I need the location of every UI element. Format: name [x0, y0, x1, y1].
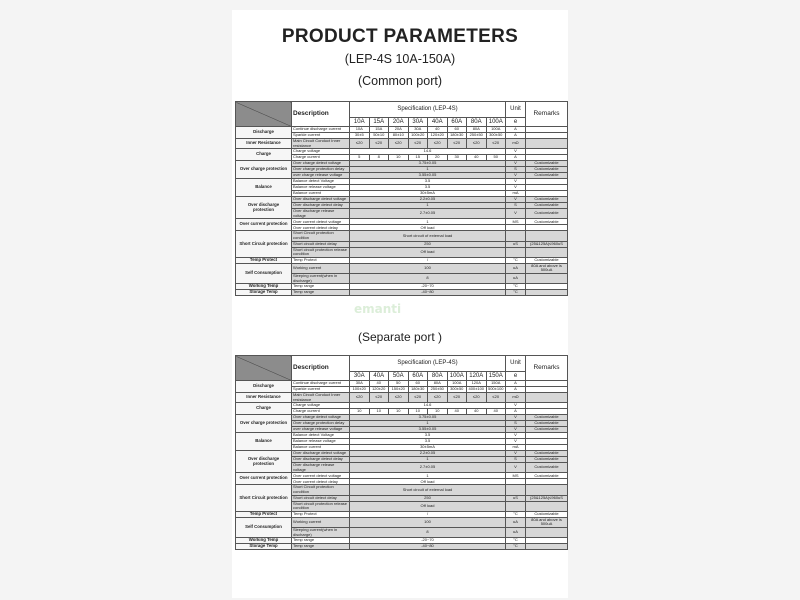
param-label: Main Circuit Conduct Inner resistance	[292, 393, 350, 403]
param-value-merged: Off load	[350, 501, 506, 511]
header-corner	[236, 102, 292, 127]
param-remark	[526, 393, 568, 403]
param-value: ≤20	[350, 393, 370, 403]
param-value: 180±30	[447, 133, 467, 139]
param-value-merged: 2.7±0.05	[350, 463, 506, 473]
param-value: ≤20	[486, 139, 506, 149]
param-unit: S	[506, 167, 526, 173]
product-sheet	[232, 10, 568, 598]
param-value: ≤20	[447, 393, 467, 403]
param-value-merged: Off load	[350, 247, 506, 257]
param-value: 50	[486, 155, 506, 161]
param-value: 100A	[447, 381, 467, 387]
param-value: 10	[408, 409, 428, 415]
param-unit: V	[506, 179, 526, 185]
param-value-merged: -20~70	[350, 538, 506, 544]
param-value-merged: 2.7±0.05	[350, 209, 506, 219]
param-label: Charge voltage	[292, 149, 350, 155]
param-unit: uS	[506, 495, 526, 501]
param-unit: A	[506, 127, 526, 133]
param-remark: Customizable	[526, 451, 568, 457]
param-value-merged: 1	[350, 421, 506, 427]
param-label: Short Circuit protection condition	[292, 231, 350, 241]
category-label: Self Consumption	[236, 517, 292, 537]
page-subtitle: (LEP-4S 10A-150A)	[344, 52, 456, 66]
param-label: Charge current	[292, 155, 350, 161]
param-remark: (25&125A)≤960uS	[526, 495, 568, 501]
param-label: Over discharge release voltage	[292, 463, 350, 473]
param-value-merged: 3.5	[350, 185, 506, 191]
param-remark	[526, 527, 568, 537]
param-label: Over current detect delay	[292, 225, 350, 231]
param-value: ≤20	[467, 393, 487, 403]
header-remarks: Remarks	[526, 356, 568, 381]
param-label: Over charge protection delay	[292, 167, 350, 173]
param-value: 300±50	[447, 387, 467, 393]
category-label: Inner Resistance	[236, 139, 292, 149]
param-label: Working current	[292, 517, 350, 527]
param-value: ≤20	[408, 139, 428, 149]
param-value: 120±20	[428, 133, 448, 139]
param-label: Over discharge detect voltage	[292, 451, 350, 457]
param-label: over charge release voltage	[292, 427, 350, 433]
param-label: Temp range	[292, 538, 350, 544]
param-value-merged: 3.5	[350, 179, 506, 185]
param-value: 60	[447, 127, 467, 133]
param-value-merged: Off load	[350, 225, 506, 231]
model-150a: 150A	[486, 372, 506, 381]
param-label: Over discharge detect delay	[292, 203, 350, 209]
param-remark	[526, 485, 568, 495]
param-value: 10	[428, 409, 448, 415]
param-label: over charge release voltage	[292, 173, 350, 179]
param-remark: Customizable	[526, 173, 568, 179]
param-value-merged: 1	[350, 219, 506, 225]
param-value: 250±50	[428, 387, 448, 393]
separate-port-table	[235, 355, 568, 550]
param-remark: Customizable	[526, 427, 568, 433]
param-value-merged: Off load	[350, 479, 506, 485]
param-value-merged: 14.6	[350, 403, 506, 409]
header-description: Description	[292, 356, 350, 381]
param-value: 80±10	[389, 133, 409, 139]
param-unit: V	[506, 439, 526, 445]
param-remark	[526, 231, 568, 241]
param-label: Temp Protect	[292, 257, 350, 263]
param-value: 250±50	[467, 133, 487, 139]
param-unit: uA	[506, 517, 526, 527]
param-value: 30±5	[350, 133, 370, 139]
section-separate-port-title: (Separate port )	[357, 330, 443, 344]
param-unit: mΩ	[506, 393, 526, 403]
category-label: Self Consumption	[236, 263, 292, 283]
param-value: 180±30	[408, 387, 428, 393]
param-remark: Customizable	[526, 457, 568, 463]
param-value: ≤20	[389, 393, 409, 403]
param-value: 5	[350, 155, 370, 161]
param-label: Temp range	[292, 290, 350, 296]
param-label: Over charge protection delay	[292, 421, 350, 427]
param-unit: A	[506, 155, 526, 161]
header-unit: Unit	[506, 356, 526, 372]
param-label: Balance detect Voltage	[292, 433, 350, 439]
param-label: Continue discharge current	[292, 127, 350, 133]
param-value: ≤20	[428, 139, 448, 149]
param-value: 40	[467, 409, 487, 415]
param-remark: Customizable	[526, 219, 568, 225]
param-unit: °C	[506, 284, 526, 290]
param-label: Main Circuit Conduct Inner resistance	[292, 139, 350, 149]
param-value-merged: 30±5mA	[350, 445, 506, 451]
param-value: 10	[350, 409, 370, 415]
param-value-merged: 1	[350, 167, 506, 173]
param-value: 10	[389, 409, 409, 415]
param-value: 15	[408, 155, 428, 161]
param-unit: A	[506, 133, 526, 139]
category-label: Short Circuit protection	[236, 485, 292, 511]
param-value-merged: 8	[350, 273, 506, 283]
param-unit: S	[506, 421, 526, 427]
param-unit: °C	[506, 511, 526, 517]
category-label: Charge	[236, 149, 292, 161]
param-value: 20	[428, 155, 448, 161]
param-remark: Customizable	[526, 257, 568, 263]
param-remark: Customizable	[526, 167, 568, 173]
model-40a: 40A	[428, 118, 448, 127]
param-unit: uA	[506, 263, 526, 273]
param-label: Short circuit protection release condition	[292, 247, 350, 257]
param-value-merged: 100	[350, 263, 506, 273]
param-value: 20A	[389, 127, 409, 133]
param-value-merged: 250	[350, 241, 506, 247]
param-value-merged: 1	[350, 473, 506, 479]
param-unit: °C	[506, 538, 526, 544]
category-label: Over discharge protection	[236, 197, 292, 219]
model-40a: 40A	[369, 372, 389, 381]
param-value-merged: 3.75±0.05	[350, 415, 506, 421]
param-label: Sleeping current(when in discharge)	[292, 527, 350, 537]
model-50a: 50A	[389, 372, 409, 381]
param-unit	[506, 485, 526, 495]
param-unit: V	[506, 161, 526, 167]
param-label: Over current detect voltage	[292, 473, 350, 479]
category-label: Inner Resistance	[236, 393, 292, 403]
param-unit: V	[506, 185, 526, 191]
param-unit: °C	[506, 257, 526, 263]
param-value: ≤20	[369, 393, 389, 403]
param-remark	[526, 247, 568, 257]
param-value-merged: 1	[350, 457, 506, 463]
param-value: 10	[389, 155, 409, 161]
param-label: Balance release voltage	[292, 439, 350, 445]
param-unit: A	[506, 381, 526, 387]
param-label: Charge voltage	[292, 403, 350, 409]
param-label: Working current	[292, 263, 350, 273]
category-label: Over current protection	[236, 219, 292, 231]
param-value-merged: 2.2±0.05	[350, 197, 506, 203]
param-value: 120A	[467, 381, 487, 387]
param-value: 30A	[350, 381, 370, 387]
model-30a: 30A	[350, 372, 370, 381]
category-label: Storage Temp	[236, 544, 292, 550]
param-label: Temp range	[292, 544, 350, 550]
param-value: 40	[428, 127, 448, 133]
param-remark: Customizable	[526, 197, 568, 203]
category-label: Short Circuit protection	[236, 231, 292, 257]
category-label: Over charge protection	[236, 415, 292, 433]
param-value: 50±10	[369, 133, 389, 139]
param-value: 10	[369, 409, 389, 415]
param-unit: V	[506, 209, 526, 219]
param-value-merged: 250	[350, 495, 506, 501]
param-remark: Customizable	[526, 209, 568, 219]
param-value: 100±20	[350, 387, 370, 393]
param-label: Short circuit detect delay	[292, 241, 350, 247]
param-value-merged: -40~80	[350, 544, 506, 550]
model-120a: 120A	[467, 372, 487, 381]
param-label: Sleeping current(when in discharge)	[292, 273, 350, 283]
category-label: Storage Temp	[236, 290, 292, 296]
param-value: 30	[447, 155, 467, 161]
param-label: Temp Protect	[292, 511, 350, 517]
param-value: 120±20	[369, 387, 389, 393]
param-label: Over current detect voltage	[292, 219, 350, 225]
model-60a: 60A	[447, 118, 467, 127]
model-80a: 80A	[428, 372, 448, 381]
param-value: 50	[389, 381, 409, 387]
param-value-merged: 1	[350, 203, 506, 209]
param-value-merged: /	[350, 257, 506, 263]
param-value: 10A	[350, 127, 370, 133]
param-value: ≤20	[428, 393, 448, 403]
param-value: ≤20	[447, 139, 467, 149]
category-label: Over charge protection	[236, 161, 292, 179]
param-value-merged: 2.2±0.05	[350, 451, 506, 457]
param-value: 150A	[486, 381, 506, 387]
param-value-merged: 3.55±0.05	[350, 173, 506, 179]
param-value-merged: -20~70	[350, 284, 506, 290]
header-unit-suffix: e	[506, 372, 526, 381]
param-unit: V	[506, 173, 526, 179]
model-100a: 100A	[486, 118, 506, 127]
param-value: 80A	[467, 127, 487, 133]
param-unit: mΩ	[506, 139, 526, 149]
param-remark: Customizable	[526, 473, 568, 479]
category-label: Temp Protect	[236, 511, 292, 517]
param-label: Sparkle current	[292, 387, 350, 393]
param-value: 400±100	[468, 386, 485, 392]
param-unit: MS	[506, 473, 526, 479]
param-value: 40	[447, 409, 467, 415]
param-label: Short circuit protection release condition	[292, 501, 350, 511]
section-common-port-title: (Common port)	[357, 74, 443, 88]
model-15a: 15A	[369, 118, 389, 127]
param-unit	[506, 247, 526, 257]
param-unit	[506, 501, 526, 511]
param-unit: mA	[506, 191, 526, 197]
param-label: Over current detect delay	[292, 479, 350, 485]
param-label: Over discharge detect voltage	[292, 197, 350, 203]
header-description: Description	[292, 102, 350, 127]
category-label: Balance	[236, 433, 292, 451]
param-value-merged: /	[350, 511, 506, 517]
header-unit-suffix: e	[506, 118, 526, 127]
param-unit	[506, 231, 526, 241]
param-value-merged: Short circuit of external load	[350, 231, 506, 241]
param-unit: S	[506, 457, 526, 463]
category-label: Working Temp	[236, 538, 292, 544]
param-value: 8	[369, 155, 389, 161]
param-value: 500±100	[487, 386, 504, 392]
param-unit: V	[506, 433, 526, 439]
param-value-merged: 3.5	[350, 439, 506, 445]
param-label: Balance current	[292, 191, 350, 197]
param-value-merged: 100	[350, 517, 506, 527]
param-label: Balance release voltage	[292, 185, 350, 191]
category-label: Balance	[236, 179, 292, 197]
param-unit: V	[506, 427, 526, 433]
param-label: Short Circuit protection condition	[292, 485, 350, 495]
param-unit: uS	[506, 241, 526, 247]
param-value-merged: -40~80	[350, 290, 506, 296]
header-specification: Specification (LEP-4S)	[350, 102, 506, 118]
param-unit: °C	[506, 544, 526, 550]
param-value: 150±20	[389, 387, 409, 393]
param-value: 40	[486, 409, 506, 415]
param-label: Charge current	[292, 409, 350, 415]
category-label: Over discharge protection	[236, 451, 292, 473]
param-value: 300±50	[486, 133, 506, 139]
param-label: Continue discharge current	[292, 381, 350, 387]
param-value-merged: 8	[350, 527, 506, 537]
param-value: ≤20	[350, 139, 370, 149]
param-remark	[526, 544, 568, 550]
param-remark	[526, 501, 568, 511]
param-unit: °C	[506, 290, 526, 296]
watermark: emanti	[354, 302, 402, 316]
param-unit: MS	[506, 219, 526, 225]
param-value: ≤20	[389, 139, 409, 149]
param-unit: V	[506, 415, 526, 421]
param-label: Over discharge release voltage	[292, 209, 350, 219]
param-remark: (25&125A)≤960uS	[526, 241, 568, 247]
param-remark	[526, 290, 568, 296]
header-corner	[236, 356, 292, 381]
param-remark: Customizable	[526, 161, 568, 167]
param-value: 100A	[486, 127, 506, 133]
param-value: 60	[408, 381, 428, 387]
param-value: 40	[467, 155, 487, 161]
param-value-merged: 30±5mA	[350, 191, 506, 197]
param-unit: A	[506, 387, 526, 393]
param-value: ≤20	[467, 139, 487, 149]
param-unit: uA	[506, 527, 526, 537]
model-10a: 10A	[350, 118, 370, 127]
model-30a: 30A	[408, 118, 428, 127]
category-label: Discharge	[236, 127, 292, 139]
header-unit: Unit	[506, 102, 526, 118]
category-label: Over current protection	[236, 473, 292, 485]
param-label: Sparkle current	[292, 133, 350, 139]
param-remark: 80A and above is 500uA	[526, 517, 568, 527]
param-value: ≤20	[408, 393, 428, 403]
param-unit: V	[506, 149, 526, 155]
param-remark	[526, 273, 568, 283]
param-remark: Customizable	[526, 415, 568, 421]
param-remark: Customizable	[526, 421, 568, 427]
param-label: Over charge detect voltage	[292, 161, 350, 167]
param-value-merged: 3.55±0.05	[350, 427, 506, 433]
category-label: Working Temp	[236, 284, 292, 290]
param-label: Short circuit detect delay	[292, 495, 350, 501]
model-100a: 100A	[447, 372, 467, 381]
param-value-merged: 3.75±0.05	[350, 161, 506, 167]
param-value: ≤20	[486, 393, 506, 403]
param-unit: mA	[506, 445, 526, 451]
header-specification: Specification (LEP-4S)	[350, 356, 506, 372]
param-remark	[526, 139, 568, 149]
category-label: Discharge	[236, 381, 292, 393]
param-remark: 80A and above is 500uA	[526, 263, 568, 273]
param-value-merged: 3.5	[350, 433, 506, 439]
model-80a: 80A	[467, 118, 487, 127]
param-value: 100±20	[408, 133, 428, 139]
param-label: Over charge detect voltage	[292, 415, 350, 421]
param-label: Temp range	[292, 284, 350, 290]
page-title: PRODUCT PARAMETERS	[281, 26, 519, 47]
param-value-merged: 14.6	[350, 149, 506, 155]
param-label: Over discharge detect delay	[292, 457, 350, 463]
param-unit: V	[506, 463, 526, 473]
param-remark: Customizable	[526, 203, 568, 209]
param-unit: V	[506, 197, 526, 203]
param-unit: uA	[506, 273, 526, 283]
param-remark: Customizable	[526, 463, 568, 473]
model-20a: 20A	[389, 118, 409, 127]
param-label: Balance detect Voltage	[292, 179, 350, 185]
param-value: 15A	[369, 127, 389, 133]
param-unit: A	[506, 409, 526, 415]
common-port-table	[235, 101, 568, 296]
param-unit: V	[506, 451, 526, 457]
param-label: Balance current	[292, 445, 350, 451]
header-remarks: Remarks	[526, 102, 568, 127]
param-unit: S	[506, 203, 526, 209]
model-60a: 60A	[408, 372, 428, 381]
param-value: 80A	[428, 381, 448, 387]
param-value: 40	[369, 381, 389, 387]
param-value: ≤20	[369, 139, 389, 149]
category-label: Charge	[236, 403, 292, 415]
param-remark: Customizable	[526, 511, 568, 517]
param-value: 30A	[408, 127, 428, 133]
category-label: Temp Protect	[236, 257, 292, 263]
param-unit: V	[506, 403, 526, 409]
param-value-merged: Short circuit of external load	[350, 485, 506, 495]
